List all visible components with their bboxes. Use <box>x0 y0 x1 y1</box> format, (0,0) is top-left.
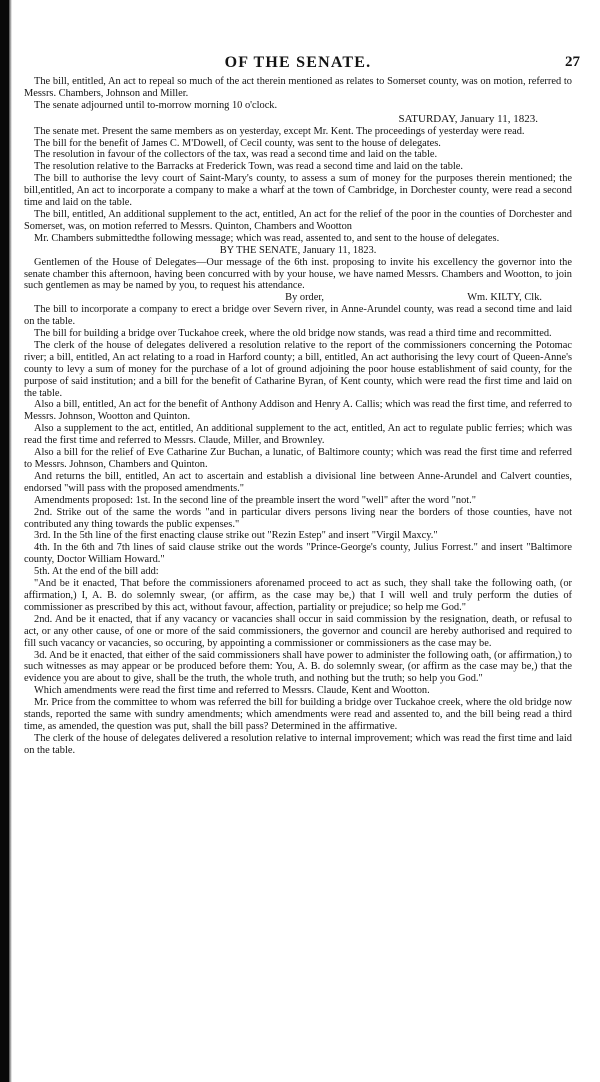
paragraph: "And be it enacted, That before the commissioners aforenamed proceed to act as such, they shall take the following oath, (or affirmation,) I, A. B. do solemnly swear, (or affirm, as the case may be,) that I will well and truly perform the duties of commissioner as prescribed by this act, without favour, affection, partiality or prejudice; so help me God." <box>24 578 572 613</box>
paragraph: The bill to incorporate a company to erect a bridge over Severn river, in Anne-Arundel county, was read a second time and laid on the table. <box>24 304 572 328</box>
paragraph: The bill, entitled, An act to repeal so much of the act therein mentioned as relates to Somerset county, was on motion, referred to Messrs. Chambers, Johnson and Miller. <box>24 76 572 99</box>
signature-line <box>24 292 572 304</box>
paragraph: The clerk of the house of delegates delivered a resolution relative to the report of the commissioners concerning the Potomac river; a bill, entitled, An act relating to a road in Harford county; a bill, entitled, An act authorising the levy court of Queen-Anne's county to levy a sum of money for the purchase of a lot of ground adjoining the poor house establishment of said county, for the purpose of said institution; and a bill for the benefit of Catharine Byran, of Kent county, which were read the first time and laid on the table. <box>24 339 572 399</box>
paragraph: The senate met. Present the same members as on yesterday, except Mr. Kent. The proceedings of yesterday were read. <box>34 125 525 137</box>
page-number: 27 <box>565 54 580 70</box>
paragraph: Amendments proposed: 1st. In the second line of the preamble insert the word "well" after the word "not." <box>34 494 477 506</box>
by-order: By order, <box>285 292 324 304</box>
message-text: Gentlemen of the House of Delegates—Our message of the 6th inst. proposing to invite his excellency the governor into the senate chamber this afternoon, having been concurred with by your house, we have named Messrs. Chambers and Wootton, to join such gentlemen as may be named by you, to request his attendance. <box>24 256 572 292</box>
clerk-signature: Wm. KILTY, Clk. <box>467 292 542 304</box>
paragraph: 2nd. And be it enacted, that if any vacancy or vacancies shall occur in said commission by the resignation, death, or refusal to act, or any other cause, of one or more of the said commissioners, the governor and council are hereby authorised and required to fill such vacancy or vacancies, so occuring, by appointing a commissioner or commissioners as the case may be. <box>24 613 572 649</box>
book-binding-edge <box>0 0 9 1082</box>
paragraph: The bill to authorise the levy court of Saint-Mary's county, to assess a sum of money for the purposes therein mentioned; the bill,entitled, An act to incorporate a company to make a wharf at the town of Cambridge, in Dorchester county, were read a second time and laid on the table. <box>24 173 572 209</box>
page-header <box>24 0 580 76</box>
paragraph: The bill for the benefit of James C. M'Dowell, of Cecil county, was sent to the house of delegates. <box>34 137 441 149</box>
paragraph: The bill for building a bridge over Tuckahoe creek, where the old bridge now stands, was read a third time and recommitted. <box>34 328 552 340</box>
paragraph: The bill, entitled, An additional supplement to the act, entitled, An act for the relief of the poor in the counties of Dorchester and Somerset, was, on motion referred to Messrs. Quinton, Chambers and Wootton <box>24 208 572 232</box>
page-body <box>24 76 572 757</box>
paragraph: Which amendments were read the first time and referred to Messrs. Claude, Kent and Wootton. <box>34 685 430 697</box>
date-heading: SATURDAY, January 11, 1823. <box>398 112 538 125</box>
paragraph: 2nd. Strike out of the same the words "and in particular divers persons living near the borders of those counties, have not contributed any thing towards the public expenses." <box>24 506 572 530</box>
paragraph: The clerk of the house of delegates delivered a resolution relative to internal improvement; which was read the first time and laid on the table. <box>24 732 572 756</box>
paragraph: And returns the bill, entitled, An act to ascertain and establish a divisional line between Anne-Arundel and Calvert counties, endorsed "will pass with the proposed amendments." <box>24 470 572 494</box>
paragraph: Also a bill for the relief of Eve Catharine Zur Buchan, a lunatic, of Baltimore county; which was read the first time and referred to Messrs. Johnson, Chambers and Quinton. <box>24 447 572 470</box>
paragraph: Mr. Chambers submittedthe following message; which was read, assented to, and sent to the house of delegates. <box>34 232 500 244</box>
paragraph: Mr. Price from the committee to whom was referred the bill for building a bridge over Tuckahoe creek, where the old bridge now stands, reported the same with sundry amendments; which amendments were read and assented to, and the bill being read a third time, as amended, the question was put, shall the bill pass? Determined in the affirmative. <box>24 697 572 732</box>
paragraph: The senate adjourned until to-morrow morning 10 o'clock. <box>34 99 278 111</box>
message-heading: BY THE SENATE, January 11, 1823. <box>219 244 377 256</box>
paragraph: Also a bill, entitled, An act for the benefit of Anthony Addison and Henry A. Callis; which was read the first time, and referred to Messrs. Johnson, Wootton and Quinton. <box>24 399 572 423</box>
paragraph: Also a supplement to the act, entitled, An additional supplement to the act, entitled, An act to regulate public ferries; which was read the first time and referred to Messrs. Claude, Miller, and Brownley. <box>24 423 572 447</box>
paragraph: 3d. And be it enacted, that either of the said commissioners shall have power to administer the following oath, (or affirmation,) to such witnesses as may appear or be produced before them: You, A. B. do solemnly swear, (or affirm as the case may be,) that the evidence you are about to give, shall be the truth, the whole truth, and nothing but the truth; so help you God." <box>24 649 572 685</box>
paragraph: The resolution in favour of the collectors of the tax, was read a second time and laid on the table. <box>34 149 438 161</box>
binding-shadow <box>9 0 12 1082</box>
running-title: OF THE SENATE. <box>224 54 372 71</box>
paragraph: 3rd. In the 5th line of the first enacting clause strike out "Rezin Estep" and insert "Virgil Maxcy." <box>34 530 438 542</box>
paragraph: 4th. In the 6th and 7th lines of said clause strike out the words "Prince-George's county, Julius Forrest." and insert "Baltimore county, Doctor William Howard." <box>24 542 572 566</box>
document-page <box>24 0 580 757</box>
paragraph: 5th. At the end of the bill add: <box>34 566 159 578</box>
paragraph: The resolution relative to the Barracks at Frederick Town, was read a second time and laid on the table. <box>34 161 463 173</box>
